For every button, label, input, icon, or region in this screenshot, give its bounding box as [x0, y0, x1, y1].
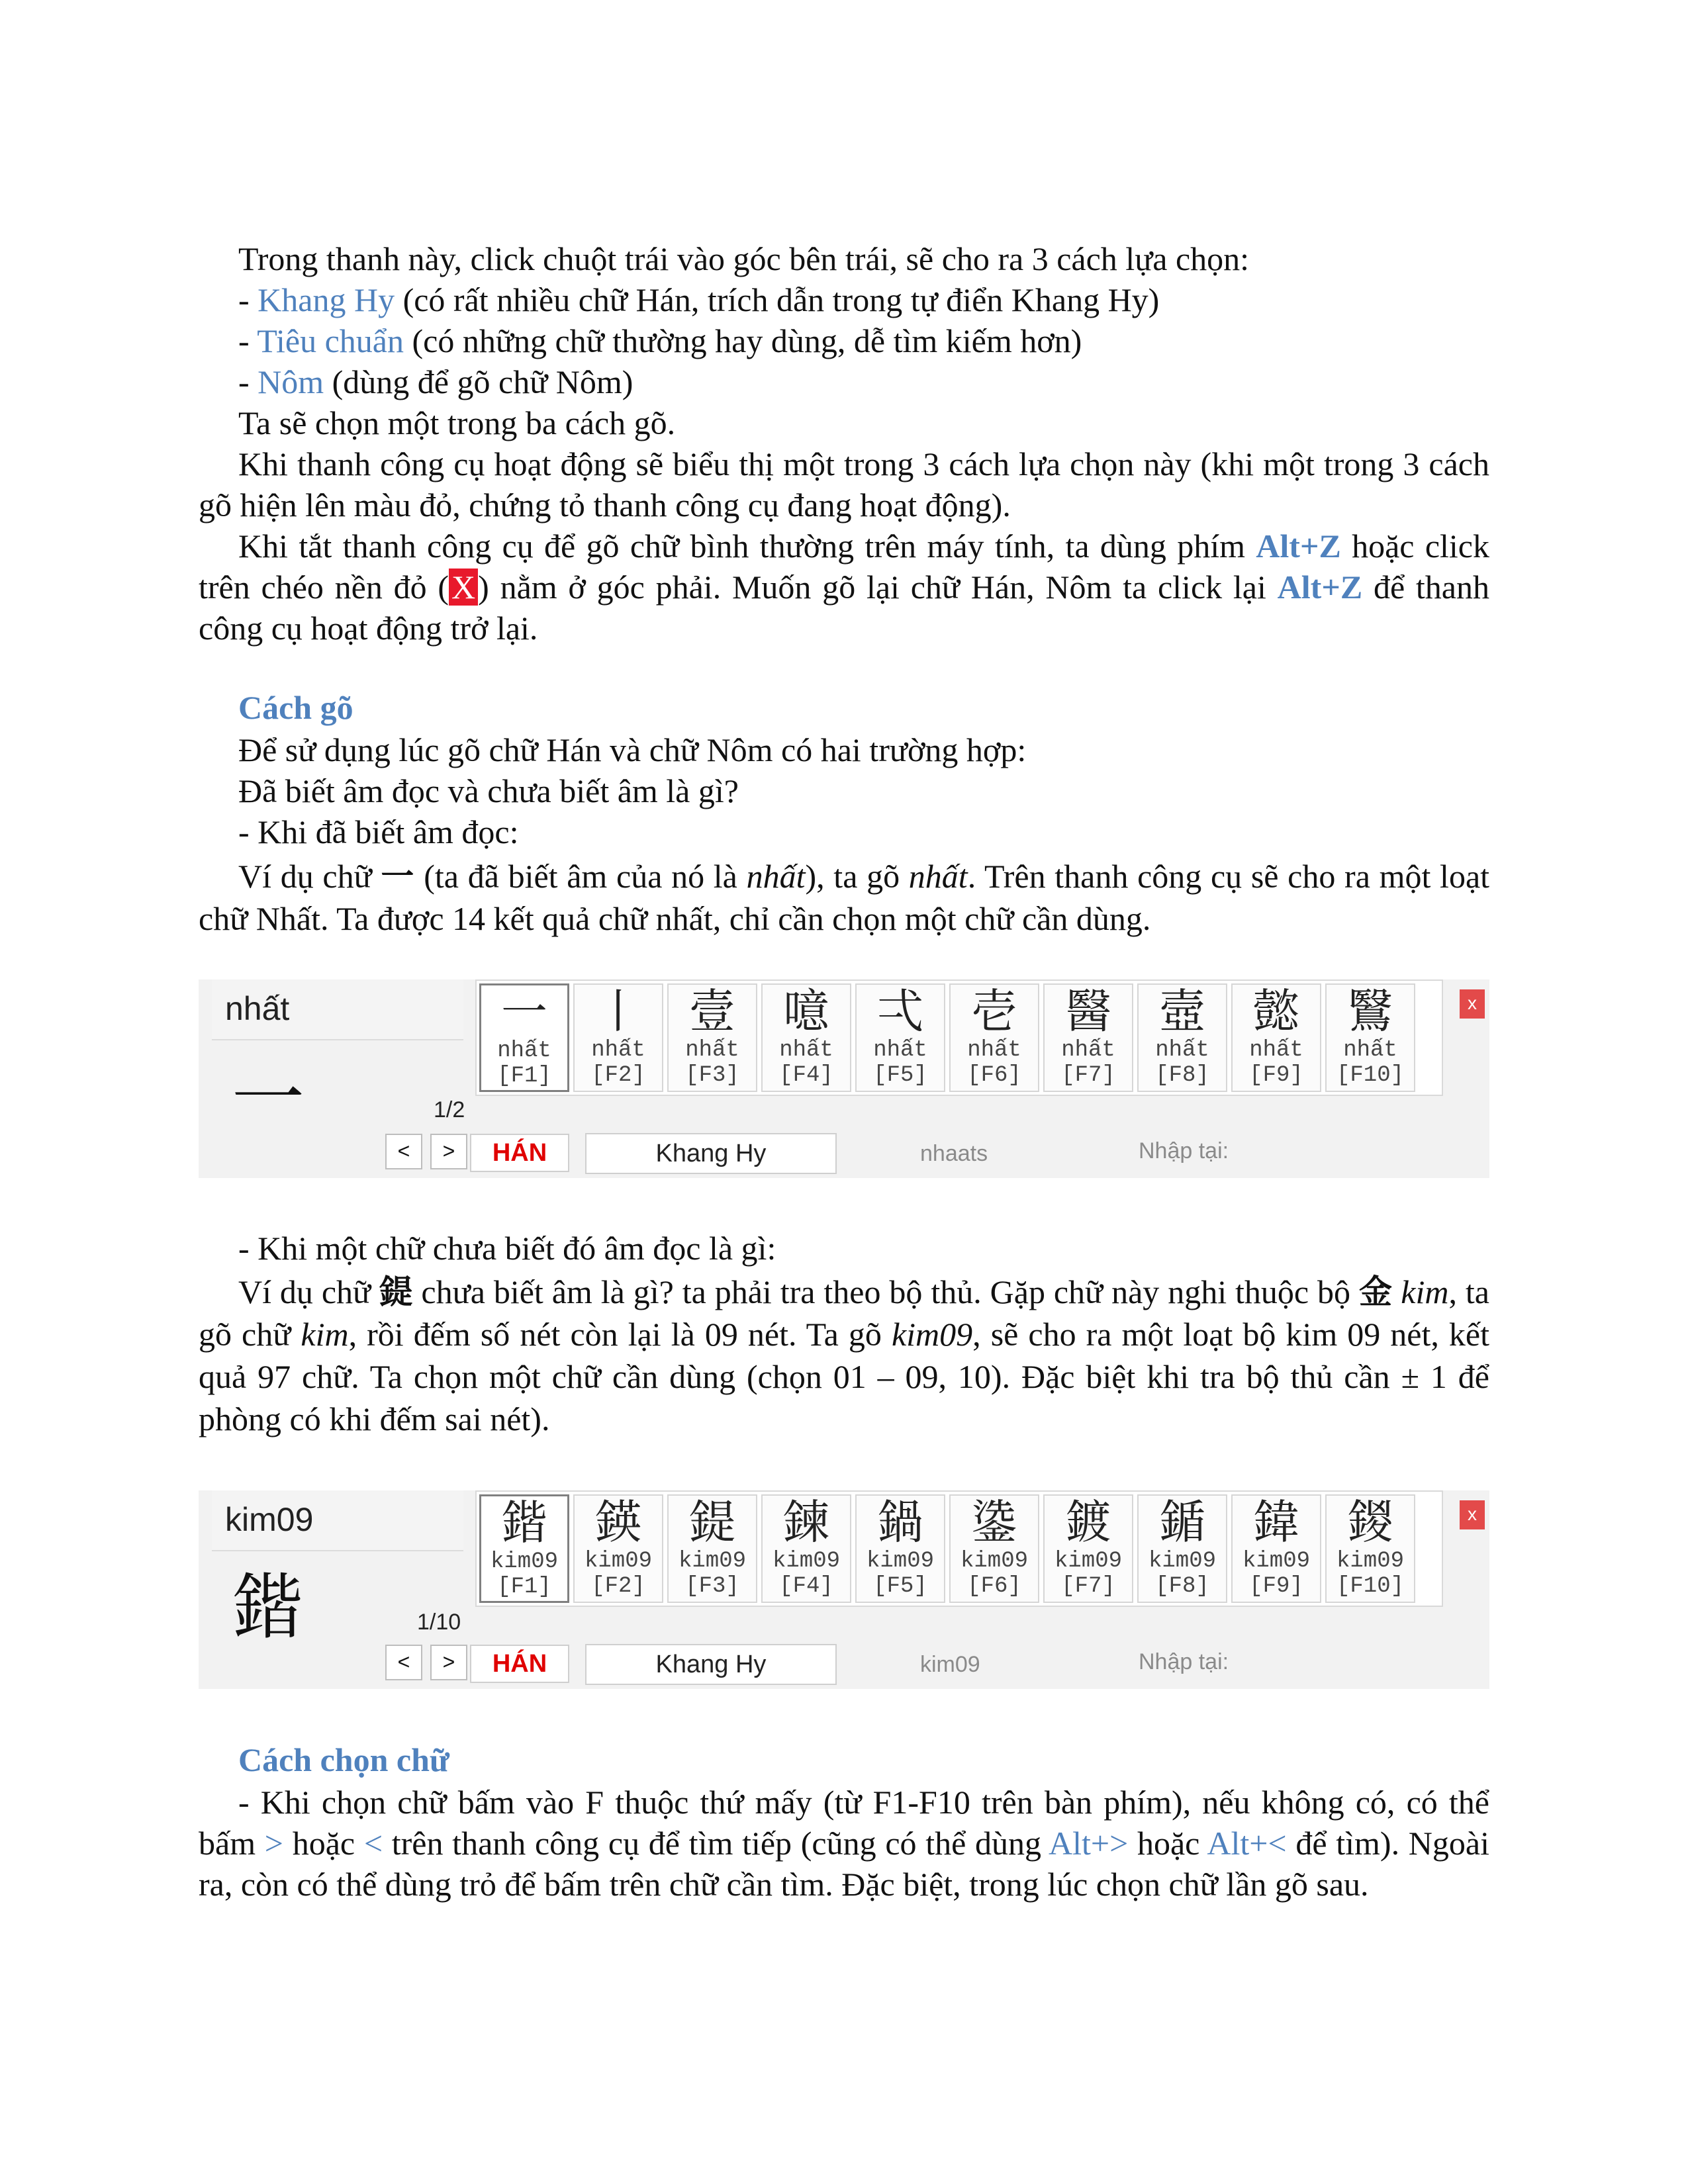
ime-prev-page-button[interactable]: < — [385, 1134, 422, 1169]
ime-candidate[interactable]: 鍍 kim09 [F7] — [1043, 1494, 1133, 1603]
ime-han-mode-button[interactable]: HÁN — [470, 1134, 569, 1172]
ime-prev-page-button[interactable]: < — [385, 1645, 422, 1680]
ime-candidate[interactable]: 壹 nhất [F3] — [667, 983, 757, 1092]
ime-candidate[interactable]: 壼 nhất [F8] — [1137, 983, 1227, 1092]
option-tieu-chuan: - Tiêu chuẩn (có những chữ thường hay dùng, dễ tìm kiếm hơn) — [238, 322, 1082, 359]
ime-toolbar-nhat — [199, 979, 1489, 1178]
section3-p1: - Khi chọn chữ bấm vào F thuộc thứ mấy (từ F1-F10 trên bàn phím), nếu không có, có thể bấm > hoặc < trên thanh công cụ để tìm tiếp (cũng có thể dùng Alt+> hoặc Alt+< để tìm). Ngoài ra, còn có thể dùng trỏ để bấm trên chữ cần tìm. Đặc biệt, trong lúc chọn chữ lần gõ sau. — [199, 1784, 1489, 1903]
option-nom: - Nôm (dùng để gõ chữ Nôm) — [238, 363, 633, 400]
ime-han-mode-button[interactable]: HÁN — [470, 1645, 569, 1683]
ime-candidate[interactable]: 鍏 kim09 [F9] — [1231, 1494, 1321, 1603]
intro-active: Khi thanh công cụ hoạt động sẽ biểu thị một trong 3 cách lựa chọn này (khi một trong 3 cách gõ hiện lên màu đỏ, chứng tỏ thanh công cụ đang hoạt động). — [199, 445, 1489, 523]
ime-candidate[interactable]: 鍎 kim09 [F8] — [1137, 1494, 1227, 1603]
ime-preview-char: 一 — [232, 1056, 305, 1141]
ime-candidate[interactable]: 鍉 kim09 [F3] — [667, 1494, 757, 1603]
ime-close-button[interactable]: x — [1460, 1500, 1485, 1529]
ime-candidate[interactable]: 鍐 kim09 [F10] — [1325, 1494, 1415, 1603]
ime-typed-code: kim09 — [920, 1652, 980, 1677]
ime-input-field[interactable]: kim09 — [212, 1490, 463, 1551]
ime-dictionary-select[interactable]: Khang Hy — [585, 1644, 837, 1685]
section2-p1: - Khi một chữ chưa biết đó âm đọc là gì: — [238, 1230, 776, 1267]
ime-candidate[interactable]: 一 nhất [F1] — [479, 983, 569, 1092]
section1-p2: Đã biết âm đọc và chưa biết âm là gì? — [238, 772, 739, 809]
ime-preview-char: 鍇 — [232, 1567, 304, 1649]
option-tieu-chuan-label: Tiêu chuẩn — [257, 322, 404, 359]
ime-target-label: Nhập tại: — [1139, 1649, 1229, 1674]
ime-next-page-button[interactable]: > — [430, 1134, 467, 1169]
ime-typed-code: nhaats — [920, 1141, 988, 1166]
section-heading-cach-chon-chu: Cách chọn chữ — [238, 1741, 449, 1778]
section1-p3: - Khi đã biết âm đọc: — [238, 813, 519, 850]
ime-candidate[interactable]: 弌 nhất [F5] — [855, 983, 945, 1092]
ime-input-field[interactable]: nhất — [212, 979, 463, 1040]
section-heading-cach-go: Cách gõ — [238, 689, 353, 726]
intro-toggle: Khi tắt thanh công cụ để gõ chữ bình thường trên máy tính, ta dùng phím Alt+Z hoặc click trên chéo nền đỏ (X) nằm ở góc phải. Muốn gõ lại chữ Hán, Nôm ta click lại Alt+Z để thanh công cụ hoạt động trở lại. — [199, 527, 1489, 647]
section1-p1: Để sử dụng lúc gõ chữ Hán và chữ Nôm có hai trường hợp: — [238, 731, 1027, 768]
ime-page-indicator: 1/2 — [434, 1097, 465, 1122]
ime-candidate[interactable]: 鍌 kim09 [F6] — [949, 1494, 1039, 1603]
option-khang-hy: - Khang Hy (có rất nhiều chữ Hán, trích dẫn trong tự điển Khang Hy) — [238, 281, 1160, 318]
shortcut-alt-z: Alt+Z — [1277, 569, 1363, 606]
ime-candidate-grid — [475, 1490, 1443, 1607]
close-x-icon: X — [449, 569, 478, 606]
ime-close-button[interactable]: x — [1460, 989, 1485, 1019]
ime-candidate[interactable]: 鍊 kim09 [F4] — [761, 1494, 851, 1603]
intro-line: Trong thanh này, click chuột trái vào góc bên trái, sẽ cho ra 3 cách lựa chọn: — [238, 240, 1250, 277]
ime-candidate[interactable]: 鍋 kim09 [F5] — [855, 1494, 945, 1603]
section1-example: Ví dụ chữ 一 (ta đã biết âm của nó là nhất), ta gõ nhất. Trên thanh công cụ sẽ cho ra một loạt chữ Nhất. Ta được 14 kết quả chữ nhất, chỉ cần chọn một chữ cần dùng. — [199, 857, 1490, 937]
option-nom-label: Nôm — [258, 363, 324, 400]
ime-candidate[interactable]: 丨 nhất [F2] — [573, 983, 663, 1092]
ime-dictionary-select[interactable]: Khang Hy — [585, 1133, 837, 1174]
ime-toolbar-kim09 — [199, 1490, 1489, 1689]
ime-candidate[interactable]: 鷖 nhất [F10] — [1325, 983, 1415, 1092]
option-khang-hy-label: Khang Hy — [258, 281, 395, 318]
ime-candidate[interactable]: 壱 nhất [F6] — [949, 983, 1039, 1092]
ime-candidate[interactable]: 懿 nhất [F9] — [1231, 983, 1321, 1092]
ime-candidate[interactable]: 噫 nhất [F4] — [761, 983, 851, 1092]
ime-candidate[interactable]: 醫 nhất [F7] — [1043, 983, 1133, 1092]
section2-example: Ví dụ chữ 鍉 chưa biết âm là gì? ta phải tra theo bộ thủ. Gặp chữ này nghi thuộc bộ 金 kim, ta gõ chữ kim, rồi đếm số nét còn lại là 09 nét. Ta gõ kim09, sẽ cho ra một loạt bộ kim 09 nét, kết quả 97 chữ. Ta chọn một chữ cần dùng (chọn 01 – 09, 10). Đặc biệt khi tra bộ thủ cần ± 1 để phòng có khi đếm sai nét). — [199, 1273, 1490, 1437]
ime-candidate[interactable]: 鍇 kim09 [F1] — [479, 1494, 569, 1603]
ime-page-indicator: 1/10 — [417, 1610, 461, 1635]
ime-next-page-button[interactable]: > — [430, 1645, 467, 1680]
intro-choice: Ta sẽ chọn một trong ba cách gõ. — [238, 404, 676, 441]
ime-candidate[interactable]: 鍈 kim09 [F2] — [573, 1494, 663, 1603]
ime-target-label: Nhập tại: — [1139, 1138, 1229, 1163]
shortcut-alt-z: Alt+Z — [1256, 527, 1341, 565]
ime-candidate-grid — [475, 979, 1443, 1096]
